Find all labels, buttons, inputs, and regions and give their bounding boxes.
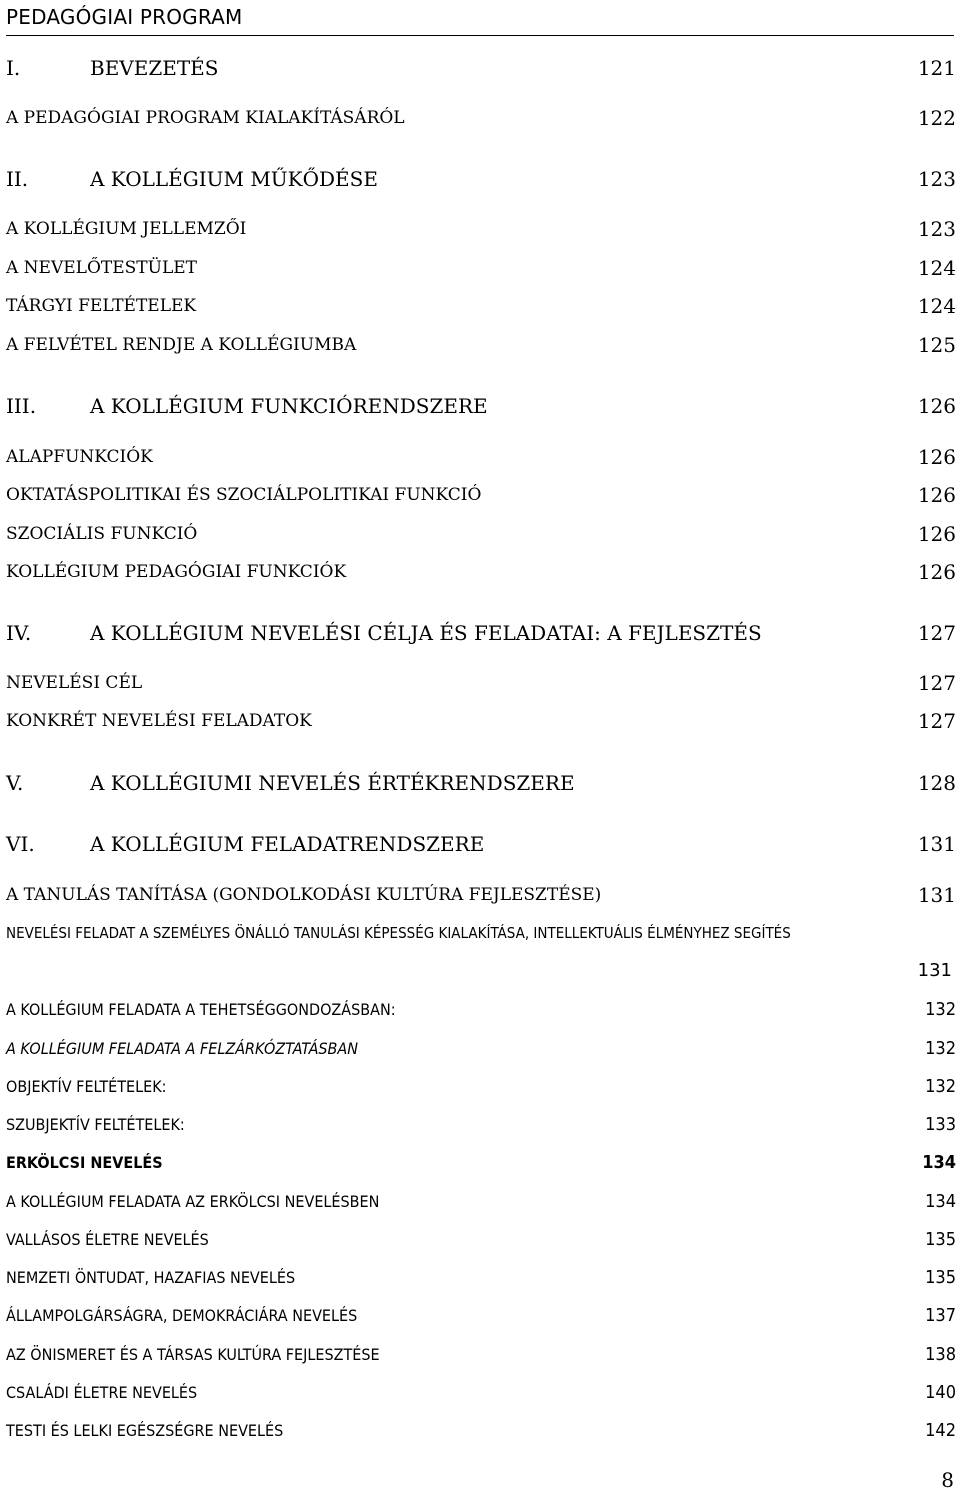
- toc-entry[interactable]: [6, 1340, 956, 1370]
- toc-entry-title: NEVELÉSI FELADAT A SZEMÉLYES ÖNÁLLÓ TANULÁSI KÉPESSÉG KIALAKÍTÁSA, INTELLEKTUÁLIS ÉLMÉNYHEZ SEGÍTÉS: [6, 924, 791, 942]
- toc-chapter-number: IV.: [6, 621, 32, 645]
- toc-entry-title: A KOLLÉGIUM JELLEMZŐI: [6, 219, 247, 239]
- toc-entry[interactable]: [6, 706, 956, 736]
- toc-entry-page: 134: [922, 1152, 956, 1173]
- toc-entry-page: 140: [925, 1382, 956, 1403]
- toc-entry[interactable]: [6, 557, 956, 587]
- toc-entry-title: KONKRÉT NEVELÉSI FELADATOK: [6, 711, 312, 731]
- toc-entry-title: TÁRGYI FELTÉTELEK: [6, 296, 197, 316]
- toc-entry[interactable]: [6, 253, 956, 283]
- toc-entry-title: ÁLLAMPOLGÁRSÁGRA, DEMOKRÁCIÁRA NEVELÉS: [6, 1306, 358, 1325]
- toc-entry-page: 123: [917, 217, 956, 241]
- toc-entry-page: 142: [925, 1420, 956, 1441]
- toc-entry[interactable]: [6, 1225, 956, 1255]
- toc-entry-title: A TANULÁS TANÍTÁSA (GONDOLKODÁSI KULTÚRA FEJLESZTÉSE): [6, 885, 602, 905]
- toc-entry-title: A PEDAGÓGIAI PROGRAM KIALAKÍTÁSÁRÓL: [6, 108, 405, 128]
- toc-entry-title: OKTATÁSPOLITIKAI ÉS SZOCIÁLPOLITIKAI FUNKCIÓ: [6, 485, 482, 505]
- toc-entry-title: TESTI ÉS LELKI EGÉSZSÉGRE NEVELÉS: [6, 1421, 284, 1440]
- toc-entry-title: A KOLLÉGIUM NEVELÉSI CÉLJA ÉS FELADATAI: A FEJLESZTÉS: [90, 621, 762, 645]
- toc-entry-page: 122: [917, 106, 956, 130]
- toc-entry-page: 126: [917, 560, 956, 584]
- toc-entry-page: 123: [917, 167, 956, 191]
- toc-entry-title: A KOLLÉGIUM MŰKŐDÉSE: [90, 167, 378, 191]
- toc-entry[interactable]: [6, 1148, 956, 1178]
- toc-entry-title: ERKÖLCSI NEVELÉS: [6, 1153, 163, 1172]
- toc-entry[interactable]: [6, 1263, 956, 1293]
- toc-entry-page: 132: [925, 999, 956, 1020]
- toc-entry-title: A KOLLÉGIUM FELADATA AZ ERKÖLCSI NEVELÉSBEN: [6, 1192, 380, 1211]
- toc-entry-page: 128: [917, 771, 956, 795]
- toc-entry[interactable]: [6, 1034, 956, 1064]
- toc-chapter-number: III.: [6, 394, 37, 418]
- toc-entry-title: A KOLLÉGIUM FUNKCIÓRENDSZERE: [90, 394, 488, 418]
- toc-entry[interactable]: [6, 214, 956, 244]
- toc-entry[interactable]: [6, 768, 956, 798]
- toc-chapter-number: VI.: [6, 832, 35, 856]
- toc-entry-page: 127: [917, 621, 956, 645]
- toc-entry-page: 127: [917, 671, 956, 695]
- toc-chapter-number: I.: [6, 56, 21, 80]
- toc-entry-page: 135: [925, 1267, 956, 1288]
- toc-entry-page: 124: [917, 294, 956, 318]
- toc-entry-title: A KOLLÉGIUM FELADATA A FELZÁRKÓZTATÁSBAN: [6, 1039, 359, 1058]
- toc-entry-page: 121: [917, 56, 956, 80]
- toc-entry-page: 127: [917, 709, 956, 733]
- toc-entry[interactable]: [6, 291, 956, 321]
- running-header: [6, 2, 954, 36]
- toc-entry[interactable]: [6, 918, 956, 981]
- toc-entry[interactable]: [6, 519, 956, 549]
- toc-entry[interactable]: [6, 330, 956, 360]
- toc-entry-page: 135: [925, 1229, 956, 1250]
- toc-entry-page: 126: [917, 445, 956, 469]
- toc-entry[interactable]: [6, 1301, 956, 1331]
- toc-entry[interactable]: [6, 391, 956, 421]
- toc-entry[interactable]: [6, 618, 956, 648]
- toc-entry-page: 138: [925, 1344, 956, 1365]
- toc-entry-page: 131: [917, 832, 956, 856]
- toc-entry-page: 126: [917, 483, 956, 507]
- toc-entry-page: 134: [925, 1191, 956, 1212]
- toc-entry[interactable]: [6, 1072, 956, 1102]
- toc-entry-title: A KOLLÉGIUM FELADATA A TEHETSÉGGONDOZÁSBAN:: [6, 1000, 396, 1019]
- header-title: PEDAGÓGIAI PROGRAM: [6, 5, 243, 29]
- toc-entry-page: 137: [925, 1305, 956, 1326]
- toc-entry-page: 132: [925, 1038, 956, 1059]
- toc-entry-page: 132: [925, 1076, 956, 1097]
- toc-entry-page: 131: [917, 883, 956, 907]
- toc-entry[interactable]: [6, 164, 956, 194]
- toc-entry-title: CSALÁDI ÉLETRE NEVELÉS: [6, 1383, 198, 1402]
- toc-entry-title: SZUBJEKTÍV FELTÉTELEK:: [6, 1115, 185, 1134]
- toc-entry-title: A FELVÉTEL RENDJE A KOLLÉGIUMBA: [6, 335, 357, 355]
- page-number: 8: [941, 1468, 954, 1492]
- toc-chapter-number: II.: [6, 167, 29, 191]
- toc-entry[interactable]: [6, 103, 956, 133]
- toc-entry-page: 124: [917, 256, 956, 280]
- toc-entry-title: A NEVELŐTESTÜLET: [6, 258, 197, 278]
- toc-entry-page: 125: [917, 333, 956, 357]
- toc-entry-page: 131: [917, 960, 952, 981]
- toc-entry-title: BEVEZETÉS: [90, 56, 219, 80]
- toc-entry[interactable]: [6, 995, 956, 1025]
- toc-entry[interactable]: [6, 880, 956, 910]
- toc-entry-title: NEMZETI ÖNTUDAT, HAZAFIAS NEVELÉS: [6, 1268, 296, 1287]
- toc-entry[interactable]: [6, 829, 956, 859]
- toc-entry[interactable]: [6, 53, 956, 83]
- toc-entry-page: 126: [917, 522, 956, 546]
- toc-entry-page: 133: [925, 1114, 956, 1135]
- toc-entry[interactable]: [6, 1416, 956, 1446]
- toc-entry-title: A KOLLÉGIUMI NEVELÉS ÉRTÉKRENDSZERE: [90, 771, 575, 795]
- toc-entry-title: AZ ÖNISMERET ÉS A TÁRSAS KULTÚRA FEJLESZTÉSE: [6, 1345, 380, 1364]
- toc-entry[interactable]: [6, 480, 956, 510]
- toc-entry-title: A KOLLÉGIUM FELADATRENDSZERE: [90, 832, 485, 856]
- toc-entry-title: KOLLÉGIUM PEDAGÓGIAI FUNKCIÓK: [6, 562, 347, 582]
- toc-entry-title: SZOCIÁLIS FUNKCIÓ: [6, 524, 198, 544]
- toc-entry[interactable]: [6, 1110, 956, 1140]
- toc-entry[interactable]: [6, 1187, 956, 1217]
- toc-entry-title: VALLÁSOS ÉLETRE NEVELÉS: [6, 1230, 209, 1249]
- toc-entry[interactable]: [6, 442, 956, 472]
- toc-entry[interactable]: [6, 668, 956, 698]
- toc-entry[interactable]: [6, 1378, 956, 1408]
- toc-entry-title: OBJEKTÍV FELTÉTELEK:: [6, 1077, 167, 1096]
- toc-entry-title: ALAPFUNKCIÓK: [6, 447, 153, 467]
- toc-entry-page: 126: [917, 394, 956, 418]
- toc-chapter-number: V.: [6, 771, 24, 795]
- toc-entry-title: NEVELÉSI CÉL: [6, 673, 143, 693]
